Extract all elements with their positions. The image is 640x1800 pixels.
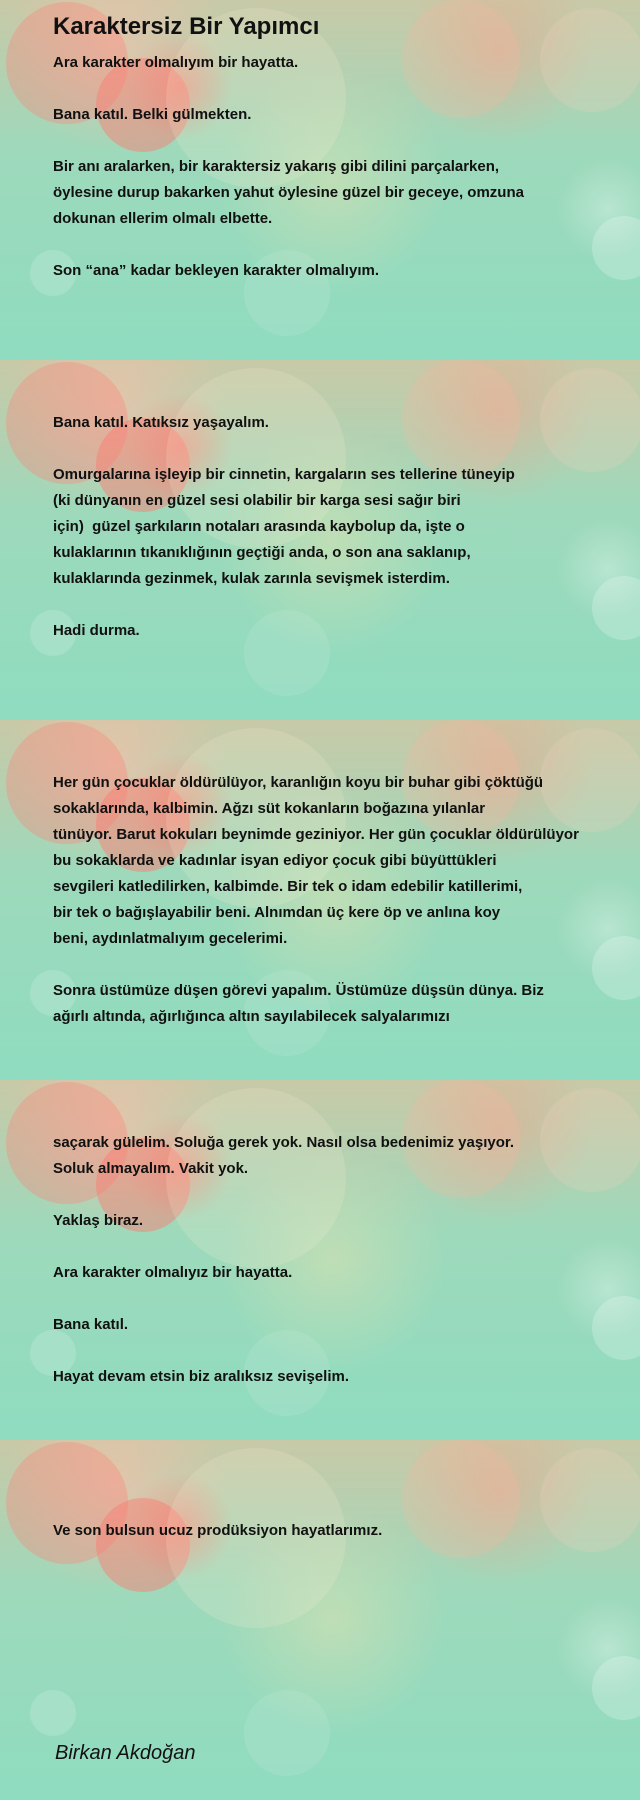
poem-title: Karaktersiz Bir Yapımcı [53,13,320,40]
poem-panel-3 [0,720,640,1080]
bokeh-light [592,1656,640,1720]
poem-panel-1 [0,0,640,360]
poem-stanza-5: Ve son bulsun ucuz prodüksiyon hayatlarımız. [53,1522,383,1539]
bokeh-light [6,1442,128,1564]
poem-stanza-3: Her gün çocuklar öldürülüyor, karanlığın koyu bir buhar gibi çöktüğü sokaklarında, kalbimin. Ağzı süt kokanların boğazına yılanlar tünüyor. Barut kokuları beynimde geziniyor. Her gün çocuklar öldürülüyor bu sokaklarda ve kadınlar isyan ediyor çocuk gibi büyüttükleri sevgileri katledilirken, kalbimde. Bir tek o idam edebilir katillerimi, bir tek o bağışlayabilir beni. Alnımdan üç kere öp ve anlına koy beni, aydınlatmalıyım gecelerimi. Sonra üstümüze düşen görevi yapalım. Üstümüze düşsün dünya. Biz ağırlı altında, ağırlığınca altın sayılabilecek salyalarımızı [53,774,579,1025]
author-signature: Birkan Akdoğan [55,1742,196,1764]
poem-panel-4 [0,1080,640,1440]
bokeh-light [96,1498,190,1592]
poem-stanza-1: Ara karakter olmalıyım bir hayatta. Bana katıl. Belki gülmekten. Bir anı aralarken, bir karaktersiz yakarış gibi dilini parçalarken, öylesine durup bakarken yahut öylesine güzel bir geceye, omzuna dokunan ellerim olmalı elbette. Son “ana” kadar bekleyen karakter olmalıyım. [53,54,524,279]
bokeh-light [244,1690,330,1776]
poem-panel-2 [0,360,640,720]
poem-stanza-2: Bana katıl. Katıksız yaşayalım. Omurgalarına işleyip bir cinnetin, kargaların ses tellerine tüneyip (ki dünyanın en güzel sesi olabilir bir karga sesi sağır biri için) güzel şarkıların notaları arasında kaybolup da, işte o kulaklarının tıkanıklığının geçtiği anda, o son ana saklanıp, kulaklarında gezinmek, kulak zarınla sevişmek isterdim. Hadi durma. [53,414,515,639]
bokeh-light [30,1690,76,1736]
poem-panel-5 [0,1440,640,1800]
poem-stanza-4: saçarak gülelim. Soluğa gerek yok. Nasıl olsa bedenimiz yaşıyor. Soluk almayalım. Vakit yok. Yaklaş biraz. Ara karakter olmalıyız bir hayatta. Bana katıl. Hayat devam etsin biz aralıksız sevişelim. [53,1134,515,1385]
